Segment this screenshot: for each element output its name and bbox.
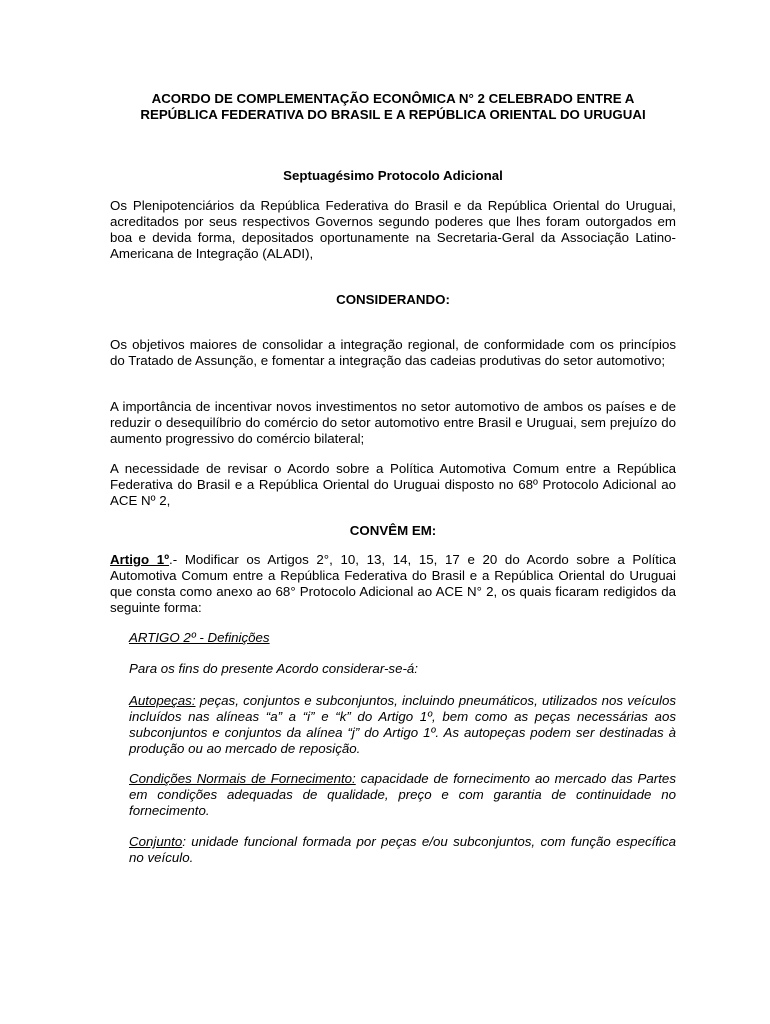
intro-paragraph: Os Plenipotenciários da República Federativa do Brasil e da República Oriental do Uruguai, acreditados por seus respectivos Governos segundo poderes que lhes foram outorgados em boa e devida forma, depositados oportunamente na Secretaria-Geral da Associação Latino-Americana de Integração (ALADI),: [110, 198, 676, 261]
protocol-subtitle: Septuagésimo Protocolo Adicional: [283, 168, 503, 183]
considerando-paragraph-3: A necessidade de revisar o Acordo sobre a Política Automotiva Comum entre a República Federativa do Brasil e a República Oriental do Uruguai disposto no 68º Protocolo Adicional ao ACE Nº 2,: [110, 461, 676, 508]
definition-condicoes: [129, 771, 676, 819]
definition-autopecas: [129, 693, 676, 757]
artigo1-text: .- Modificar os Artigos 2°, 10, 13, 14, 15, 17 e 20 do Acordo sobre a Política Automotiva Comum entre a República Federativa do Brasil e a República Oriental do Uruguai que consta como anexo ao 68° Protocolo Adicional ao ACE N° 2, os quais ficaram redigidos da seguinte forma:: [110, 552, 676, 615]
artigo1-paragraph: [110, 552, 676, 616]
considerando-paragraph-1: Os objetivos maiores de consolidar a integração regional, de conformidade com os princípios do Tratado de Assunção, e fomentar a integração das cadeias produtivas do setor automotivo;: [110, 337, 676, 368]
definition-term: Autopeças:: [129, 693, 196, 708]
definition-text: peças, conjuntos e subconjuntos, incluindo pneumáticos, utilizados nos veículos incluídos nas alíneas “a” a “i” e “k” do Artigo 1º, bem como as peças necessárias aos subconjuntos e conjuntos da alínea “j” do Artigo 1º. As autopeças podem ser destinadas à produção ou ao mercado de reposição.: [129, 693, 676, 756]
definition-term: Conjunto: [129, 834, 183, 849]
title-line-1: ACORDO DE COMPLEMENTAÇÃO ECONÔMICA N° 2 CELEBRADO ENTRE A: [151, 91, 635, 106]
definition-term: Condições Normais de Fornecimento:: [129, 771, 356, 786]
artigo2-intro: Para os fins do presente Acordo considerar-se-á:: [129, 661, 418, 676]
definition-text: : unidade funcional formada por peças e/ou subconjuntos, com função específica no veículo.: [129, 834, 676, 865]
convem-heading: CONVÊM EM:: [349, 523, 437, 538]
definition-text: capacidade de fornecimento ao mercado das Partes em condições adequadas de qualidade, preço e com garantia de continuidade no fornecimento.: [129, 771, 676, 818]
artigo2-heading: ARTIGO 2º - Definições: [129, 630, 270, 645]
considerando-heading: CONSIDERANDO:: [336, 292, 450, 307]
definition-conjunto: [129, 834, 676, 866]
artigo1-label: Artigo 1º: [110, 552, 170, 567]
title-line-2: REPÚBLICA FEDERATIVA DO BRASIL E A REPÚBLICA ORIENTAL DO URUGUAI: [140, 107, 646, 122]
document-title: [100, 91, 686, 123]
considerando-paragraph-2: A importância de incentivar novos investimentos no setor automotivo de ambos os países e de reduzir o desequilíbrio do comércio do setor automotivo entre Brasil e Uruguai, sem prejuízo do aumento progressivo do comércio bilateral;: [110, 399, 676, 446]
